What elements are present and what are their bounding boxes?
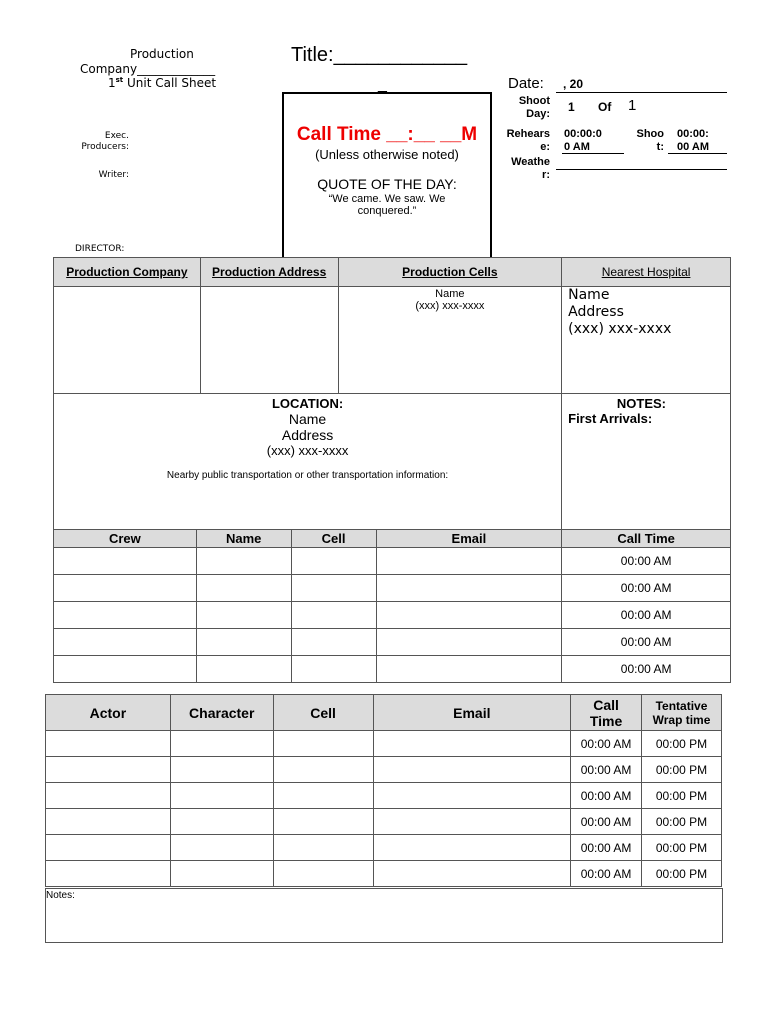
date-label: Date:	[508, 75, 544, 92]
production-label: Production	[130, 47, 194, 61]
actor-character-cell[interactable]	[170, 783, 273, 809]
actor-header-actor: Actor	[46, 695, 171, 731]
actor-row	[46, 783, 722, 809]
crew-row	[54, 629, 731, 656]
actor-name-cell[interactable]	[46, 861, 171, 887]
transport-info: Nearby public transportation or other transportation information:	[166, 470, 449, 481]
actor-row	[46, 861, 722, 887]
actor-row	[46, 835, 722, 861]
actor-name-cell[interactable]	[46, 757, 171, 783]
crew-row	[54, 656, 731, 683]
actor-character-cell[interactable]	[170, 731, 273, 757]
production-info-table	[53, 257, 731, 530]
actor-wrap-time[interactable]: 00:00 PM	[642, 861, 722, 887]
crew-name-cell[interactable]	[196, 602, 291, 629]
cells-name: Name	[435, 288, 465, 300]
header-production-company: Production Company	[54, 258, 201, 287]
shoot-time-label: Shoo t:	[636, 128, 664, 153]
unit-call-sheet-label: 1st Unit Call Sheet	[108, 76, 217, 90]
actor-cell-cell[interactable]	[273, 809, 373, 835]
actor-call-time[interactable]: 00:00 AM	[571, 783, 642, 809]
actor-wrap-time[interactable]: 00:00 PM	[642, 809, 722, 835]
actor-email-cell[interactable]	[373, 731, 571, 757]
actor-name-cell[interactable]	[46, 731, 171, 757]
crew-name-cell[interactable]	[196, 656, 291, 683]
actor-email-cell[interactable]	[373, 861, 571, 887]
actor-name-cell[interactable]	[46, 783, 171, 809]
crew-call-time[interactable]: 00:00 AM	[562, 629, 731, 656]
crew-name-cell[interactable]	[196, 629, 291, 656]
actor-cell-cell[interactable]	[273, 835, 373, 861]
writer-label: Writer:	[98, 170, 129, 180]
production-address-cell[interactable]	[200, 287, 338, 394]
crew-cell-cell[interactable]	[291, 548, 376, 575]
producers-label: Producers:	[81, 142, 129, 152]
shoot-day-number[interactable]: 1	[568, 100, 575, 114]
actor-header-wrap-time: Tentative Wrap time	[642, 695, 722, 731]
shoot-day-of: Of	[598, 100, 612, 114]
actor-call-time[interactable]: 00:00 AM	[571, 835, 642, 861]
actor-cell-cell[interactable]	[273, 757, 373, 783]
actor-character-cell[interactable]	[170, 861, 273, 887]
company-label: Company_____________	[80, 62, 216, 76]
shoot-day-total[interactable]: 1	[628, 97, 637, 114]
actor-call-time[interactable]: 00:00 AM	[571, 731, 642, 757]
crew-table	[53, 529, 731, 683]
weather-label: Weathe r:	[511, 156, 550, 181]
crew-cell-cell[interactable]	[291, 602, 376, 629]
crew-cell-cell[interactable]	[291, 575, 376, 602]
shoot-time-underline	[668, 153, 727, 154]
hospital-name: Name	[568, 287, 610, 303]
crew-header-cell: Cell	[291, 530, 376, 548]
director-label: DIRECTOR:	[75, 244, 125, 254]
actor-header-cell: Cell	[273, 695, 373, 731]
exec-label: Exec.	[104, 131, 129, 141]
actor-character-cell[interactable]	[170, 757, 273, 783]
crew-role-cell[interactable]	[54, 656, 197, 683]
actor-call-time[interactable]: 00:00 AM	[571, 861, 642, 887]
crew-name-cell[interactable]	[196, 575, 291, 602]
crew-row	[54, 602, 731, 629]
crew-role-cell[interactable]	[54, 602, 197, 629]
nearest-hospital-cell[interactable]	[562, 287, 731, 394]
actor-name-cell[interactable]	[46, 809, 171, 835]
crew-call-time[interactable]: 00:00 AM	[562, 602, 731, 629]
crew-row	[54, 548, 731, 575]
actor-email-cell[interactable]	[373, 783, 571, 809]
shoot-time[interactable]: 00:00: 00 AM	[677, 128, 709, 153]
notes-box-label: Notes:	[46, 890, 75, 901]
date-underline	[556, 92, 727, 93]
actor-call-time[interactable]: 00:00 AM	[571, 809, 642, 835]
weather-underline[interactable]	[556, 169, 727, 170]
call-time-heading[interactable]: Call Time __:__ __M	[296, 124, 478, 145]
actor-row	[46, 757, 722, 783]
crew-call-time[interactable]: 00:00 AM	[562, 548, 731, 575]
production-company-cell[interactable]	[54, 287, 201, 394]
date-value[interactable]: , 20	[563, 77, 584, 91]
actor-row	[46, 809, 722, 835]
crew-cell-cell[interactable]	[291, 656, 376, 683]
location-name: Name	[288, 411, 327, 427]
crew-email-cell[interactable]	[376, 629, 562, 656]
call-time-box	[282, 92, 492, 260]
quote-text: “We came. We saw. We conquered.”	[328, 193, 446, 217]
unless-note: (Unless otherwise noted)	[315, 147, 459, 162]
actor-call-time[interactable]: 00:00 AM	[571, 757, 642, 783]
crew-header-call-time: Call Time	[562, 530, 731, 548]
location-cell[interactable]	[54, 394, 562, 530]
actor-wrap-time[interactable]: 00:00 PM	[642, 835, 722, 861]
shoot-day-label: Shoot Day:	[518, 95, 550, 120]
actor-cell-cell[interactable]	[273, 731, 373, 757]
header-production-cells: Production Cells	[338, 258, 562, 287]
notes-label: NOTES:	[616, 396, 666, 411]
actor-character-cell[interactable]	[170, 835, 273, 861]
actor-header-email: Email	[373, 695, 571, 731]
header-production-address: Production Address	[200, 258, 338, 287]
crew-cell-cell[interactable]	[291, 629, 376, 656]
notes-box[interactable]	[45, 888, 723, 943]
rehearse-underline	[562, 153, 624, 154]
crew-email-cell[interactable]	[376, 575, 562, 602]
production-cells-cell[interactable]	[338, 287, 562, 394]
actor-email-cell[interactable]	[373, 809, 571, 835]
actor-character-cell[interactable]	[170, 809, 273, 835]
actor-email-cell[interactable]	[373, 835, 571, 861]
crew-email-cell[interactable]	[376, 548, 562, 575]
crew-header-name: Name	[196, 530, 291, 548]
location-label: LOCATION:	[271, 396, 344, 411]
crew-name-cell[interactable]	[196, 548, 291, 575]
actor-name-cell[interactable]	[46, 835, 171, 861]
crew-header-crew: Crew	[54, 530, 197, 548]
actor-table	[45, 694, 722, 887]
crew-role-cell[interactable]	[54, 548, 197, 575]
title-underscore: _	[378, 76, 387, 93]
hospital-phone: (xxx) xxx-xxxx	[568, 321, 672, 337]
actor-email-cell[interactable]	[373, 757, 571, 783]
crew-email-cell[interactable]	[376, 602, 562, 629]
location-address: Address	[281, 427, 334, 443]
actor-header-character: Character	[170, 695, 273, 731]
actor-cell-cell[interactable]	[273, 783, 373, 809]
crew-call-time[interactable]: 00:00 AM	[562, 575, 731, 602]
rehearse-time[interactable]: 00:00:0 0 AM	[564, 128, 602, 153]
crew-role-cell[interactable]	[54, 629, 197, 656]
cells-phone: (xxx) xxx-xxxx	[415, 300, 485, 312]
header-nearest-hospital: Nearest Hospital	[562, 258, 731, 287]
actor-wrap-time[interactable]: 00:00 PM	[642, 783, 722, 809]
rehearse-label: Rehears e:	[506, 128, 550, 153]
crew-email-cell[interactable]	[376, 656, 562, 683]
actor-cell-cell[interactable]	[273, 861, 373, 887]
title-label[interactable]: Title:____________	[291, 44, 468, 66]
crew-row	[54, 575, 731, 602]
actor-wrap-time[interactable]: 00:00 PM	[642, 731, 722, 757]
crew-call-time[interactable]: 00:00 AM	[562, 656, 731, 683]
actor-wrap-time[interactable]: 00:00 PM	[642, 757, 722, 783]
hospital-address: Address	[568, 304, 624, 320]
crew-role-cell[interactable]	[54, 575, 197, 602]
location-phone: (xxx) xxx-xxxx	[266, 443, 349, 458]
crew-header-email: Email	[376, 530, 562, 548]
quote-heading: QUOTE OF THE DAY:	[317, 176, 457, 192]
actor-row	[46, 731, 722, 757]
first-arrivals-label: First Arrivals:	[568, 411, 653, 426]
notes-cell[interactable]	[562, 394, 731, 530]
actor-header-call-time: Call Time	[571, 695, 642, 731]
